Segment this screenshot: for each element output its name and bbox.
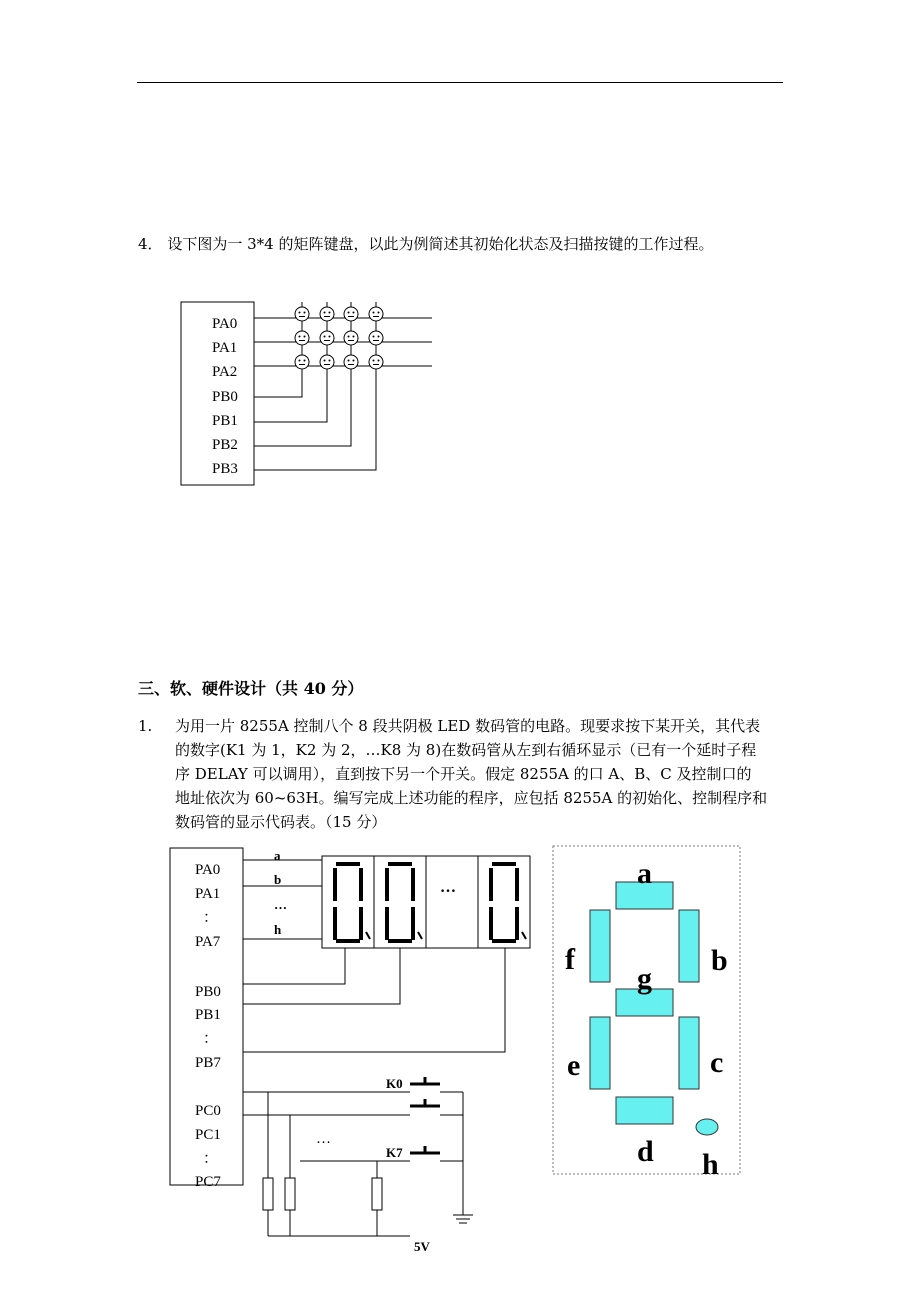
switch-symbols [410,1077,440,1153]
segment-h [696,1119,718,1135]
problem-1-line: 地址依次为 60~63H。编写完成上述功能的程序，应包括 8255A 的初始化、控制程序和 [175,789,768,807]
col-line-pb0 [254,302,302,397]
problem-1-line: 的数字(K1 为 1，K2 为 2，…K8 为 8)在数码管从左到右循环显示（已有一个延时子程 [175,741,757,759]
keypad-key [295,307,309,321]
segment-c [679,1017,699,1089]
section-3-heading: 三、软、硬件设计（共 40 分） [138,679,364,698]
keypad-key [369,331,383,345]
segment-label-f: f [565,943,575,976]
keypad-keys [295,307,383,369]
question-4-text: 设下图为一 3*4 的矩阵键盘，以此为例简述其初始化状态及扫描按键的工作过程。 [167,235,714,253]
keypad-label: PA1 [212,340,238,356]
problem-1-line: 为用一片 8255A 控制八个 8 段共阴极 LED 数码管的电路。现要求按下某开关，其代表 [175,717,761,735]
keypad-key [369,355,383,369]
port-label: PA7 [195,934,221,950]
pullup-resistor [263,1178,273,1210]
port-label: ： [203,1031,219,1047]
port-label: PC0 [195,1103,221,1119]
wire-label-a: a [274,848,281,863]
digit-display-gap [426,856,478,948]
keypad-label: PB2 [212,437,238,453]
keypad-key [320,355,334,369]
pullup-resistor [372,1178,382,1210]
problem-1-line: 序 DELAY 可以调用），直到按下另一个开关。假定 8255A 的口 A、B、C 及控制口的 [175,765,752,783]
port-label: PA0 [195,862,221,878]
segment-figure [553,846,740,1181]
supply-label: 5V [414,1239,430,1254]
digit-glyph [333,862,370,943]
wire-pb7 [243,948,505,1052]
port-label: PA1 [195,886,221,902]
port-label: PB0 [195,984,221,1000]
keypad-key [295,331,309,345]
port-label: ： [203,1151,219,1167]
circuit-labels [195,848,456,1254]
segment-f [590,910,610,982]
segment-label-c: c [710,1046,724,1079]
keypad-label: PB0 [212,389,238,405]
switch-gap-label: … [316,1131,331,1147]
col-line-pb3 [254,302,376,470]
segment-label-g: g [637,962,652,995]
segment-d [616,1097,673,1124]
keypad-label: PA0 [212,316,238,332]
keypad-key [320,307,334,321]
segment-e [590,1017,610,1089]
problem-1-number: 1. [138,717,153,735]
digit-glyphs [333,862,526,943]
keypad-key [344,307,358,321]
col-line-pb1 [254,302,327,422]
digit-glyph [489,862,526,943]
keypad-label: PB3 [212,461,238,477]
wire-label-ellipsis: … [274,897,287,912]
segment-shapes [590,882,718,1135]
wire-pb1 [243,948,400,1004]
port-label: PC1 [195,1127,221,1143]
keypad-key [295,355,309,369]
problem-1-text [175,714,785,834]
switch-label-k7: K7 [386,1145,403,1160]
keypad-label: PA2 [212,364,238,380]
keypad-label: PB1 [212,413,238,429]
wire-label-b: b [274,872,282,887]
circuit-figure [170,848,530,1236]
question-4-number: 4． [138,235,163,253]
segment-label-b: b [711,944,728,977]
display-gap-label: … [440,879,456,896]
wire-pb0 [243,948,345,984]
segment-label-e: e [567,1049,581,1082]
segment-label-h: h [702,1148,719,1181]
port-label: PB7 [195,1055,221,1071]
port-label: ： [203,910,219,926]
segment-label-a: a [637,857,652,890]
digit-glyph [385,862,422,943]
switch-label-k0: K0 [386,1076,403,1091]
keypad-labels [212,316,238,477]
keypad-key [344,331,358,345]
segment-b [679,910,699,982]
pullup-resistor [285,1178,295,1210]
wire-label-h: h [274,922,282,937]
segment-label-d: d [637,1135,654,1168]
port-label: PB1 [195,1007,221,1023]
port-label: PC7 [195,1174,221,1190]
keypad-key [369,307,383,321]
keypad-key [320,331,334,345]
keypad-key [344,355,358,369]
problem-1-line: 数码管的显示代码表。（15 分） [175,813,387,831]
